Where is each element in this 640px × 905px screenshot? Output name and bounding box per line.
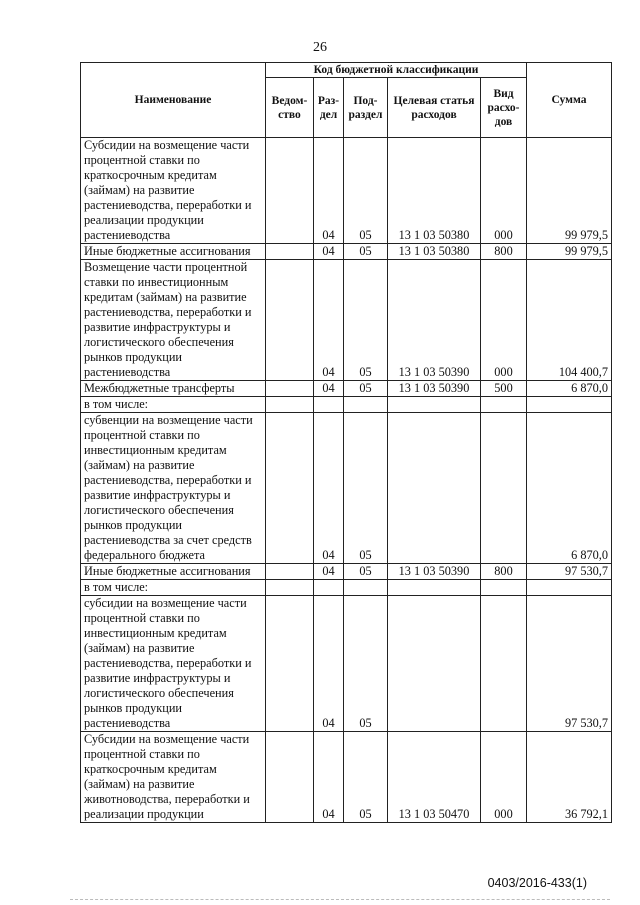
row-name: в том числе: [81,397,266,413]
row-name: субвенции на возмещение части процентной ставки по инвестиционным кредитам (займам) на развитие растениеводства, переработки и развитие инфраструктуры и логистического обеспечения рынков продукции растениеводства за счет средств федерального бюджета [81,413,266,564]
row-sum: 97 530,7 [527,564,612,580]
row-section: 04 [314,260,344,381]
row-department [266,381,314,397]
row-target-item [388,413,481,564]
row-subsection: 05 [344,732,388,823]
header-sum: Сумма [527,63,612,138]
row-target-item: 13 1 03 50390 [388,260,481,381]
header-target-item: Целевая статья расходов [388,78,481,138]
row-department [266,397,314,413]
row-sum: 99 979,5 [527,244,612,260]
row-target-item: 13 1 03 50390 [388,381,481,397]
row-name: Субсидии на возмещение части процентной ставки по краткосрочным кредитам (займам) на развитие животноводства, переработки и реализации продукции [81,732,266,823]
row-sum: 99 979,5 [527,138,612,244]
row-expense-type [481,580,527,596]
row-sum: 36 792,1 [527,732,612,823]
row-name: Иные бюджетные ассигнования [81,564,266,580]
row-section: 04 [314,732,344,823]
row-section: 04 [314,413,344,564]
row-target-item [388,580,481,596]
row-name: субсидии на возмещение части процентной ставки по инвестиционным кредитам (займам) на развитие растениеводства, переработки и развитие инфраструктуры и логистического обеспечения рынков продукции растениеводства [81,596,266,732]
row-sum [527,580,612,596]
row-section [314,397,344,413]
table-row [81,596,612,732]
row-section: 04 [314,381,344,397]
row-target-item: 13 1 03 50380 [388,138,481,244]
table-row [81,244,612,260]
table-row [81,381,612,397]
row-department [266,564,314,580]
row-sum: 6 870,0 [527,413,612,564]
row-subsection: 05 [344,596,388,732]
row-expense-type: 800 [481,244,527,260]
row-sum: 97 530,7 [527,596,612,732]
table-row [81,138,612,244]
table-row [81,413,612,564]
table-row [81,580,612,596]
row-subsection: 05 [344,564,388,580]
header-expense-type: Вид расхо-дов [481,78,527,138]
row-name: Иные бюджетные ассигнования [81,244,266,260]
header-subsection: Под-раздел [344,78,388,138]
page-number: 26 [313,40,327,55]
row-sum: 6 870,0 [527,381,612,397]
row-name: в том числе: [81,580,266,596]
row-department [266,732,314,823]
row-target-item [388,596,481,732]
row-target-item: 13 1 03 50470 [388,732,481,823]
row-expense-type [481,397,527,413]
table-row [81,397,612,413]
row-name: Возмещение части процентной ставки по инвестиционным кредитам (займам) на развитие растениеводства, переработки и развитие инфраструктуры и логистического обеспечения рынков продукции растениеводства [81,260,266,381]
row-department [266,596,314,732]
row-expense-type: 500 [481,381,527,397]
scan-edge-divider [70,899,610,901]
row-expense-type [481,413,527,564]
row-section: 04 [314,564,344,580]
row-department [266,138,314,244]
header-section: Раз-дел [314,78,344,138]
row-section: 04 [314,244,344,260]
row-sum: 104 400,7 [527,260,612,381]
table-body [81,138,612,823]
row-subsection: 05 [344,381,388,397]
header-classification-code: Код бюджетной классификации [266,63,527,78]
row-expense-type: 000 [481,138,527,244]
row-subsection: 05 [344,413,388,564]
row-target-item [388,397,481,413]
table-row [81,260,612,381]
row-target-item: 13 1 03 50380 [388,244,481,260]
row-subsection: 05 [344,260,388,381]
row-expense-type: 000 [481,260,527,381]
row-name: Межбюджетные трансферты [81,381,266,397]
budget-table [80,62,612,823]
row-section: 04 [314,596,344,732]
row-department [266,260,314,381]
row-name: Субсидии на возмещение части процентной ставки по краткосрочным кредитам (займам) на развитие растениеводства, переработки и реализации продукции растениеводства [81,138,266,244]
row-subsection: 05 [344,138,388,244]
row-section [314,580,344,596]
row-expense-type [481,596,527,732]
row-section: 04 [314,138,344,244]
row-expense-type: 000 [481,732,527,823]
row-department [266,244,314,260]
row-target-item: 13 1 03 50390 [388,564,481,580]
document-code: 0403/2016-433(1) [487,876,587,890]
row-department [266,413,314,564]
row-subsection [344,397,388,413]
table-row [81,564,612,580]
header-name: Наименование [81,63,266,138]
row-subsection [344,580,388,596]
row-sum [527,397,612,413]
row-department [266,580,314,596]
header-department: Ведом-ство [266,78,314,138]
row-subsection: 05 [344,244,388,260]
row-expense-type: 800 [481,564,527,580]
table-row [81,732,612,823]
